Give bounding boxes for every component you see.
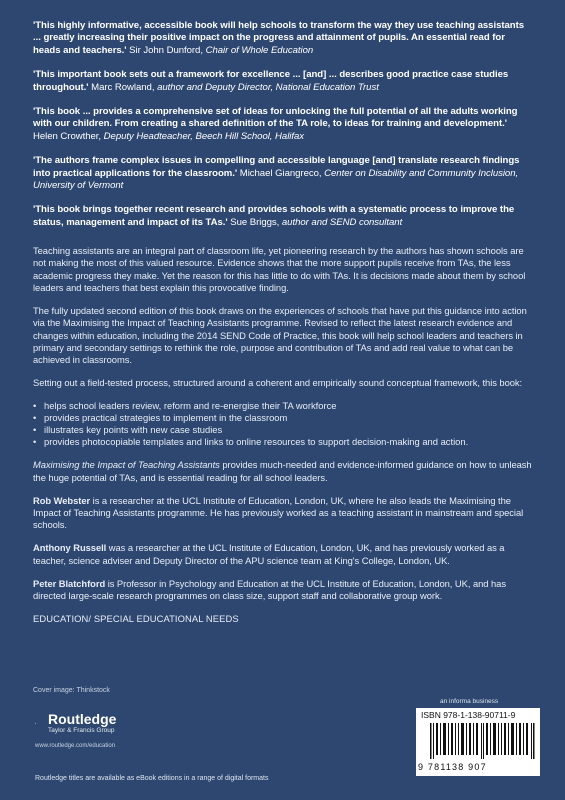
endorsement-quote: 'This book ... provides a comprehensive set of ideas for unlocking the full potential of all the adults working with our children. From creating a shared definition of the TA role, to ideas for training and development.' Helen Crowther, Deputy Headteacher, Beech Hill School, Halifax	[33, 106, 518, 142]
list-item: • provides practical strategies to implement in the classroom	[33, 412, 533, 424]
list-item: • helps school leaders review, reform and re-energise their TA workforce	[33, 400, 533, 412]
author-bio: Anthony Russell was a researcher at the UCL Institute of Education, London, UK, and has previously worked as a teacher, science adviser and Deputy Director of the APU science team at King's College, London, UK.	[33, 542, 505, 566]
author-bio: Rob Webster is a researcher at the UCL Institute of Education, London, UK, where he also leads the Maximising the Impact of Teaching Assistants programme. He has previously worked as a teaching assistant in mainstream and special schools.	[33, 494, 524, 531]
description-paragraph: The fully updated second edition of this book draws on the experiences of schools that have put this guidance into action via the Maximising the Impact of Teaching Assistants programme. Revised to reflect the latest research evidence and changes within education, including the 2014 SEND Code of Practice, this book will help school leaders and teachers in primary and secondary settings to rethink the role, purpose and contribution of TAs and add real value to what can be achieved in classrooms.	[33, 305, 527, 365]
description-paragraph: Setting out a field-tested process, structured around a coherent and empirically sound conceptual framework, this book:	[33, 377, 523, 389]
description-paragraph: Teaching assistants are an integral part of classroom life, yet pioneering research by the authors has shown schools are not making the most of this valued resource. Evidence shows that the more support pupils receive from TAs, the less academic progress they make. Yet the reason for this has little to do with TAs. It is decisions made about them by school leaders and teachers that best explain this provocative finding.	[33, 245, 526, 293]
back-cover-content	[33, 0, 533, 624]
cover-image-credit: Cover image: Thinkstock	[33, 687, 110, 694]
list-item: • provides photocopiable templates and links to online resources to support decision-making and action.	[33, 436, 533, 448]
list-item: • illustrates key points with new case studies	[33, 424, 533, 436]
feature-list	[33, 400, 533, 448]
barcode-icon	[430, 723, 535, 759]
endorsement-quote: 'This highly informative, accessible book will help schools to transform the way they use teaching assistants ... greatly increasing their positive impact on the progress and attainment of pupils. An essential read for heads and teachers.' Sir John Dunford, Chair of Whole Education	[33, 20, 525, 56]
author-bio: Peter Blatchford is Professor in Psychology and Education at the UCL Institute of Education, London, UK, and has directed large-scale research programmes on class size, support staff and collaborative group work.	[33, 577, 506, 601]
isbn-number: ISBN 978-1-138-90711-9	[421, 710, 516, 720]
routledge-logo-icon	[35, 711, 47, 737]
ebook-note: Routledge titles are available as eBook editions in a range of digital formats	[35, 775, 269, 782]
barcode-digits: 9 781138 907	[418, 762, 487, 772]
publisher-name: Routledge	[48, 711, 117, 727]
isbn-barcode	[416, 708, 540, 776]
informa-label: an informa business	[440, 698, 499, 705]
subject-category: EDUCATION/ SPECIAL EDUCATIONAL NEEDS	[33, 613, 239, 625]
endorsement-quote: 'This book brings together recent research and provides schools with a systematic process to improve the status, management and impact of its TAs.' Sue Briggs, author and SEND consultant	[33, 204, 515, 228]
closing-paragraph: Maximising the Impact of Teaching Assistants provides much-needed and evidence-informed guidance on how to unleash the huge potential of TAs, and is essential reading for all school leaders.	[33, 459, 532, 483]
endorsement-quote: 'The authors frame complex issues in compelling and accessible language [and] translate research findings into practical applications for the classroom.' Michael Giangreco, Center on Disability and Community Inclusion, University of Vermont	[33, 155, 520, 192]
publisher-subtitle: Taylor & Francis Group	[48, 727, 115, 734]
publisher-url: www.routledge.com/education	[35, 743, 116, 749]
endorsement-quote: 'This important book sets out a framework for excellence ... [and] ... describes good practice case studies throughout.' Marc Rowland, author and Deputy Director, National Education Trust	[33, 69, 509, 93]
